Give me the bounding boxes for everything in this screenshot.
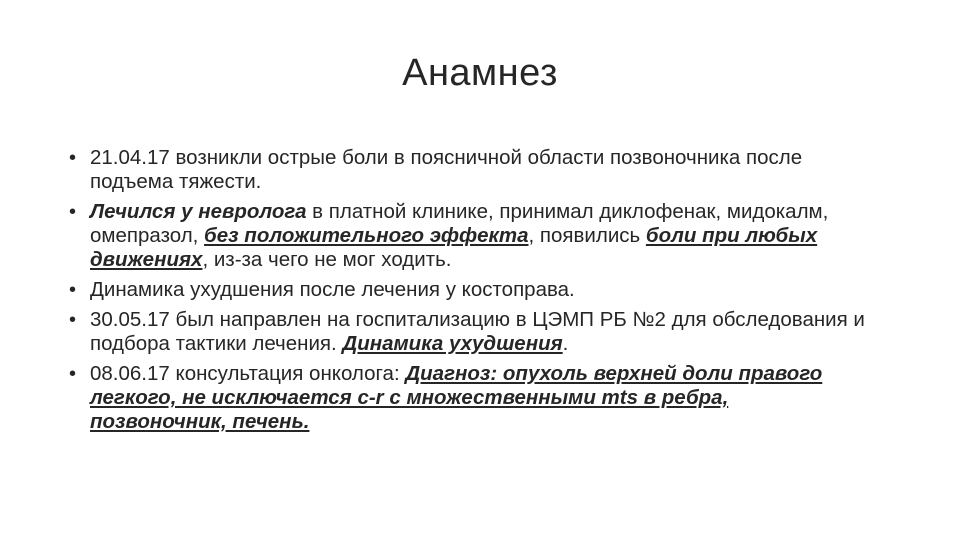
bullet-icon: • bbox=[69, 279, 77, 301]
bullet-text: 08.06.17 консультация онколога: bbox=[90, 362, 406, 385]
bullet-text: . bbox=[562, 332, 569, 355]
list-item bbox=[66, 278, 866, 302]
bullet-emphasis: боли при любых движениях bbox=[90, 224, 818, 271]
bullet-text: , из-за чего не мог ходить. bbox=[202, 248, 452, 271]
bullet-text: , появились bbox=[528, 224, 646, 247]
bullet-icon: • bbox=[69, 147, 77, 169]
bullet-emphasis: Динамика ухудшения bbox=[342, 332, 563, 355]
bullet-emphasis: Лечился у невролога bbox=[90, 200, 307, 223]
bullet-emphasis: без положительного эффекта bbox=[204, 224, 529, 247]
bullet-text: в платной клинике, принимал диклофенак, мидокалм, омепразол, bbox=[90, 200, 829, 247]
bullet-icon: • bbox=[69, 309, 77, 331]
list-item bbox=[66, 362, 866, 434]
bullet-text: 21.04.17 возникли острые боли в поясничной области позвоночника после подъема тяжести. bbox=[90, 146, 803, 193]
bullet-emphasis: Диагноз: опухоль верхней доли правого легкого, не исключается с-r с множественными mts в ребра, позвоночник, печень. bbox=[90, 362, 823, 433]
bullet-icon: • bbox=[69, 201, 77, 223]
list-item bbox=[66, 308, 866, 356]
bullet-icon: • bbox=[69, 363, 77, 385]
slide-title: Анамнез bbox=[402, 52, 558, 94]
list-item bbox=[66, 200, 866, 272]
bullet-text: 30.05.17 был направлен на госпитализацию в ЦЭМП РБ №2 для обследования и подбора тактики лечения. bbox=[90, 308, 865, 355]
bullet-list bbox=[66, 146, 866, 440]
list-item bbox=[66, 146, 866, 194]
bullet-text: Динамика ухудшения после лечения у костоправа. bbox=[90, 278, 575, 301]
